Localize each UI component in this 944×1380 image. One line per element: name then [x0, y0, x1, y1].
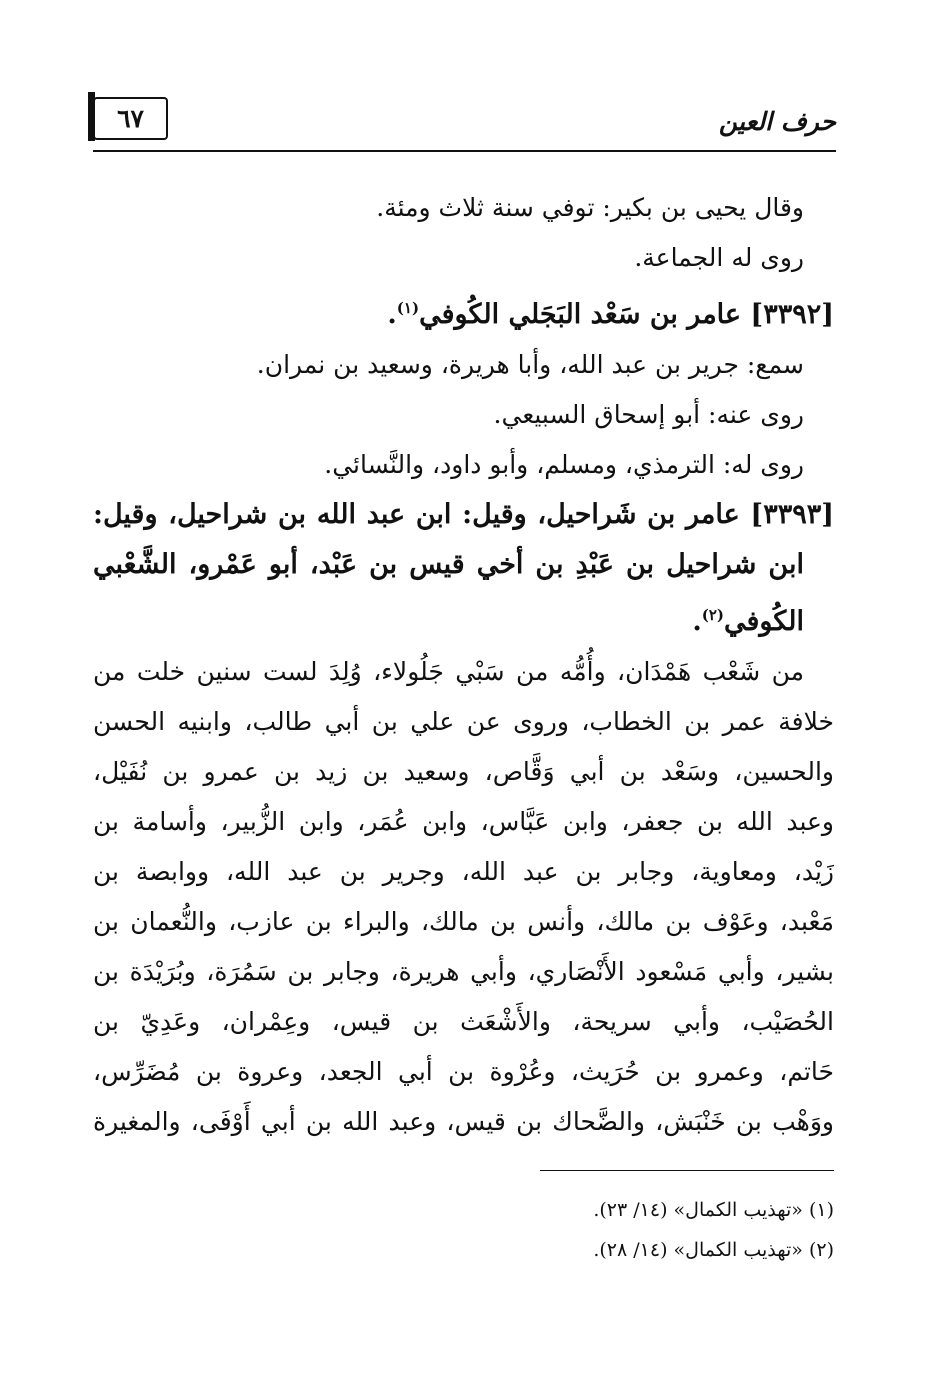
text-line: حَاتم، وعمرو بن حُرَيث، وعُرْوة بن أبي الجعد، وعروة بن مُضَرِّس، [93, 1057, 834, 1086]
text-line: والحسين، وسَعْد بن أبي وَقَّاص، وسعيد بن زيد بن عمرو بن نُفَيْل، [93, 757, 834, 786]
entry-heading-3393-cont: ابن شراحيل بن عَبْدِ بن أخي قيس بن عَبْد، أبو عَمْرو، الشَّعْبي [93, 549, 804, 580]
footnote-rule [540, 1170, 834, 1171]
entry-heading-3392 [93, 283, 834, 340]
text-line: زَيْد، ومعاوية، وجابر بن عبد الله، وجرير بن عبد الله، ووابصة بن [93, 857, 834, 886]
text-line: روى عنه: أبو إسحاق السبيعي. [493, 400, 804, 429]
footnote-ref: (١) [396, 299, 420, 317]
entry-end: . [692, 606, 702, 637]
text-line: وقال يحيى بن بكير: توفي سنة ثلاث ومئة. [376, 193, 804, 222]
text-line: سمع: جرير بن عبد الله، وأبا هريرة، وسعيد بن نمران. [256, 350, 804, 379]
header-rule [93, 150, 836, 152]
text-line: روى له الجماعة. [634, 243, 804, 272]
text-line: خلافة عمر بن الخطاب، وروى عن علي بن أبي طالب، وابنيه الحسن [93, 707, 834, 736]
text-line: وعبد الله بن جعفر، وابن عَبَّاس، وابن عُمَر، وابن الزُّبير، وأسامة بن [93, 807, 834, 836]
main-text [93, 183, 834, 1147]
entry-name: الكُوفي [724, 606, 804, 637]
footnote-ref: (٢) [701, 606, 724, 624]
entry-number: [٣٣٩٢] [750, 299, 834, 330]
text-line: من شَعْب هَمْدَان، وأُمُّه من سَبْي جَلُولاء، وُلِدَ لست سنين خلت من [93, 657, 804, 686]
text-line: مَعْبد، وعَوْف بن مالك، وأنس بن مالك، والبراء بن عازب، والنُّعمان بن [93, 907, 834, 936]
footnote-2: (٢) «تهذيب الكمال» (١٤/ ٢٨). [593, 1239, 834, 1261]
entry-end: . [387, 299, 397, 330]
text-line: ووَهْب بن خَنْبَش، والضَّحاك بن قيس، وعبد الله بن أبي أَوْفَى، والمغيرة [93, 1107, 834, 1136]
text-line: بشير، وأبي مَسْعود الأَنْصَاري، وأبي هريرة، وجابر بن سَمُرَة، وبُرَيْدَة بن [93, 957, 834, 986]
entry-heading-3393: [٣٣٩٣] عامر بن شَراحيل، وقيل: ابن عبد الله بن شراحيل، وقيل: [93, 499, 834, 530]
entry-heading-3393-end [93, 590, 834, 647]
footnotes [334, 1190, 834, 1270]
text-line: روى له: الترمذي، ومسلم، وأبو داود، والنَّسائي. [324, 450, 804, 479]
page-number: ٦٧ [93, 97, 168, 140]
footnote-1: (١) «تهذيب الكمال» (١٤/ ٢٣). [593, 1199, 834, 1221]
running-title: حرف العين [718, 107, 836, 136]
entry-name: عامر بن سَعْد البَجَلي الكُوفي [419, 299, 742, 330]
text-line: الحُصَيْب، وأبي سريحة، والأَشْعَث بن قيس، وعِمْران، وعَدِيّ بن [93, 1007, 834, 1036]
